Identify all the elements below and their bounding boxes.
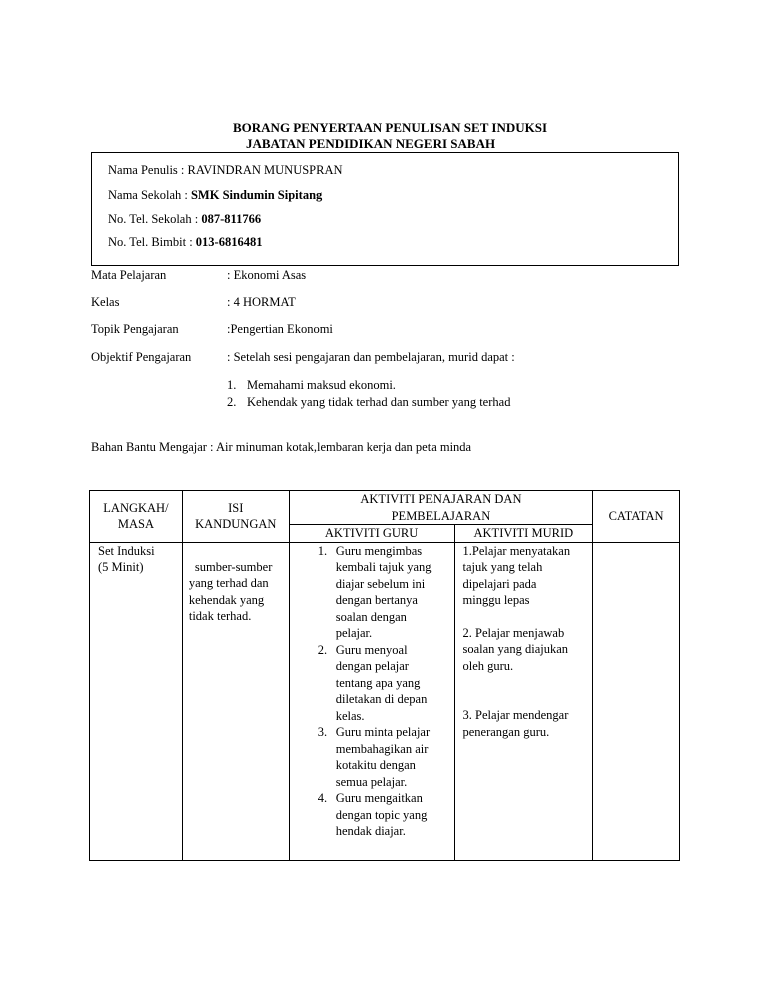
writer-name-value: RAVINDRAN MUNUSPRAN bbox=[187, 163, 343, 177]
header-aktiviti: AKTIVITI PENAJARAN DAN PEMBELAJARAN bbox=[289, 491, 592, 525]
topic-label: Topik Pengajaran bbox=[91, 322, 179, 336]
school-name-value: SMK Sindumin Sipitang bbox=[190, 188, 323, 202]
class-value: : 4 HORMAT bbox=[227, 295, 296, 309]
form-subtitle: JABATAN PENDIDIKAN NEGERI SABAH bbox=[246, 136, 496, 151]
lesson-plan-table bbox=[89, 490, 680, 861]
teacher-activity-item: 3. Guru minta pelajar membahagikan air kotakitu dengan semua pelajar. bbox=[317, 725, 431, 789]
teaching-aids-line bbox=[91, 440, 471, 455]
header-aktiviti-murid: AKTIVITI MURID bbox=[454, 525, 593, 543]
objective-item: 1. Memahami maksud ekonomi. bbox=[227, 378, 396, 392]
writer-name-line bbox=[108, 163, 343, 178]
teacher-activity-item: 1. Guru mengimbas kembali tajuk yang diajar sebelum ini dengan bertanya soalan dengan pelajar. bbox=[317, 543, 432, 640]
cell-aktiviti-murid bbox=[454, 542, 593, 860]
subject-label: Mata Pelajaran bbox=[91, 268, 167, 282]
class-label: Kelas bbox=[91, 295, 120, 309]
student-activity-item: 3. Pelajar mendengar penerangan guru. bbox=[462, 708, 569, 739]
cell-aktiviti-guru bbox=[289, 542, 454, 860]
school-name-label: Nama Sekolah : bbox=[108, 188, 191, 202]
header-isi-kandungan: ISI KANDUNGAN bbox=[182, 491, 289, 543]
cell-catatan bbox=[593, 542, 680, 860]
teaching-aids-label: Bahan Bantu Mengajar : bbox=[91, 440, 216, 454]
teacher-activity-item: 2. Guru menyoal dengan pelajar tentang apa yang diletakan di depan kelas. bbox=[317, 642, 428, 723]
topic-value: :Pengertian Ekonomi bbox=[227, 322, 333, 336]
school-tel-value: 087-811766 bbox=[201, 212, 262, 226]
objective-item: 2. Kehendak yang tidak terhad dan sumber yang terhad bbox=[227, 395, 511, 409]
writer-name-label: Nama Penulis : bbox=[108, 163, 188, 177]
objective-label: Objektif Pengajaran bbox=[91, 350, 192, 364]
cell-isi: sumber-sumber yang terhad dan kehendak yang tidak terhad. bbox=[182, 542, 289, 860]
header-langkah-masa: LANGKAH/ MASA bbox=[90, 491, 183, 543]
header-catatan: CATATAN bbox=[593, 491, 680, 543]
objective-value: : Setelah sesi pengajaran dan pembelajaran, murid dapat : bbox=[227, 350, 515, 364]
form-title: BORANG PENYERTAAN PENULISAN SET INDUKSI bbox=[233, 120, 548, 135]
student-activity-item: 2. Pelajar menjawab soalan yang diajukan oleh guru. bbox=[462, 625, 569, 673]
mobile-tel-value: 013-6816481 bbox=[195, 235, 263, 249]
teacher-activity-item: 4. Guru mengaitkan dengan topic yang hendak diajar. bbox=[317, 791, 428, 838]
teaching-aids-value: Air minuman kotak,lembaran kerja dan peta minda bbox=[215, 440, 472, 454]
writer-info-box bbox=[91, 152, 679, 266]
cell-langkah: Set Induksi (5 Minit) bbox=[90, 542, 183, 860]
student-activity-item: 1.Pelajar menyatakan tajuk yang telah dipelajari pada minggu lepas bbox=[462, 543, 571, 607]
school-name-line bbox=[108, 188, 322, 203]
subject-value: : Ekonomi Asas bbox=[227, 268, 307, 282]
mobile-tel-label: No. Tel. Bimbit : bbox=[108, 235, 196, 249]
school-tel-label: No. Tel. Sekolah : bbox=[108, 212, 202, 226]
header-aktiviti-guru: AKTIVITI GURU bbox=[289, 525, 454, 543]
school-tel-line bbox=[108, 212, 261, 227]
mobile-tel-line bbox=[108, 235, 262, 250]
